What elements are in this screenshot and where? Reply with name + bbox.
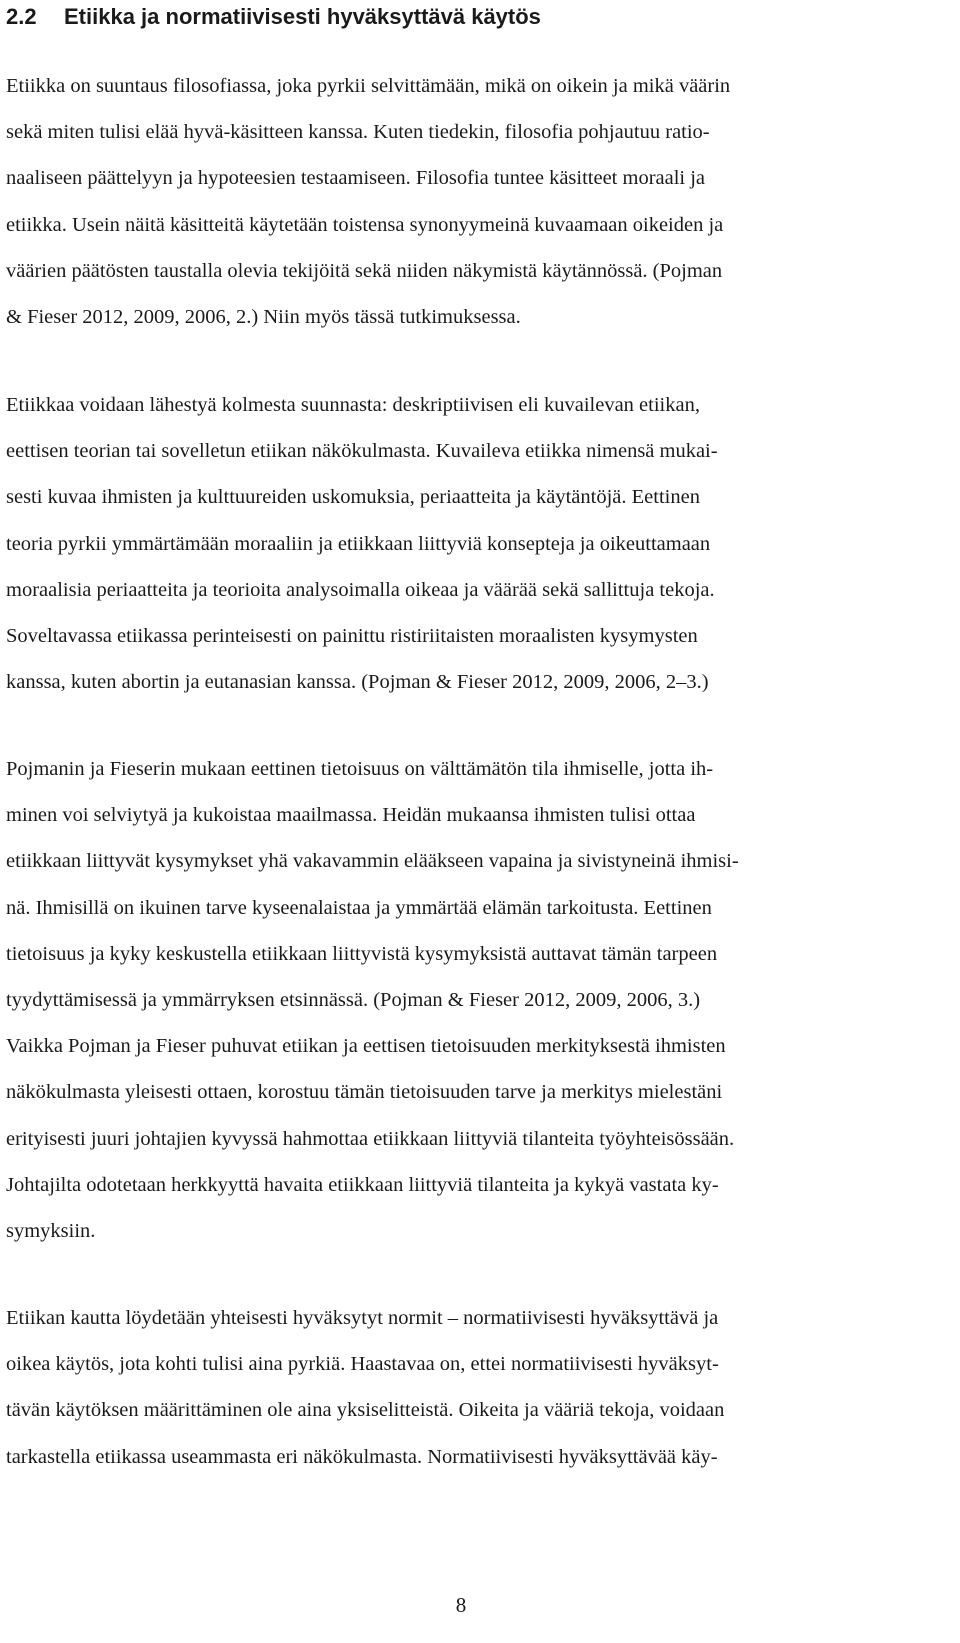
paragraph-3 <box>6 746 739 1254</box>
text-line: etiikka. Usein näitä käsitteitä käytetään toistensa synonyymeinä kuvaamaan oikeiden ja <box>6 213 724 236</box>
text-line: Vaikka Pojman ja Fieser puhuvat etiikan ja eettisen tietoisuuden merkityksestä ihmisten <box>6 1035 726 1058</box>
text-line: Etiikkaa voidaan lähestyä kolmesta suunnasta: deskriptiivisen eli kuvailevan etiikan, <box>6 394 700 416</box>
text-line: erityisesti juuri johtajien kyvyssä hahmottaa etiikkaan liittyviä tilanteita työyhteisössään. <box>6 1127 735 1150</box>
section-title: Etiikka ja normatiivisesti hyväksyttävä käytös <box>64 4 541 29</box>
text-line: minen voi selviytyä ja kukoistaa maailmassa. Heidän mukaansa ihmisten tulisi ottaa <box>6 804 696 827</box>
text-line: kanssa, kuten abortin ja eutanasian kanssa. (Pojman & Fieser 2012, 2009, 2006, 2–3.) <box>6 671 709 694</box>
text-line: näkökulmasta yleisesti ottaen, korostuu tämän tietoisuuden tarve ja merkitys mielestäni <box>6 1081 723 1104</box>
text-line: oikea käytös, jota kohti tulisi aina pyrkiä. Haastavaa on, ettei normatiivisesti hyväksyt- <box>6 1353 719 1376</box>
paragraph-2 <box>6 382 718 705</box>
text-line: eettisen teorian tai sovelletun etiikan näkökulmasta. Kuvaileva etiikka nimensä mukai- <box>6 440 718 463</box>
text-line: sesti kuvaa ihmisten ja kulttuureiden uskomuksia, periaatteita ja käytäntöjä. Eettinen <box>6 486 700 509</box>
text-line: väärien päätösten taustalla olevia tekijöitä sekä niiden näkymistä käytännössä. (Pojman <box>6 259 723 282</box>
text-line: & Fieser 2012, 2009, 2006, 2.) Niin myös tässä tutkimuksessa. <box>6 306 521 329</box>
text-line: naaliseen päättelyyn ja hypoteesien testaamiseen. Filosofia tuntee käsitteet moraali ja <box>6 167 706 190</box>
text-line: Etiikan kautta löydetään yhteisesti hyväksytyt normit – normatiivisesti hyväksyttävä ja <box>6 1307 719 1329</box>
section-number: 2.2 <box>6 4 37 29</box>
page-number: 8 <box>455 1593 467 1617</box>
document-page <box>6 0 920 1468</box>
text-line: Soveltavassa etiikassa perinteisesti on painittu ristiriitaisten moraalisten kysymysten <box>6 625 698 648</box>
section-heading <box>6 0 920 32</box>
text-line: teoria pyrkii ymmärtämään moraaliin ja etiikkaan liittyviä konsepteja ja oikeuttamaan <box>6 532 711 555</box>
text-line: tävän käytöksen määrittäminen ole aina yksiselitteistä. Oikeita ja vääriä tekoja, voidaan <box>6 1399 725 1422</box>
text-line: sekä miten tulisi elää hyvä-käsitteen kanssa. Kuten tiedekin, filosofia pohjautuu ratio- <box>6 121 710 144</box>
text-line: tietoisuus ja kyky keskustella etiikkaan liittyvistä kysymyksistä auttavat tämän tarpeen <box>6 942 718 965</box>
text-line: tarkastella etiikassa useammasta eri näkökulmasta. Normatiivisesti hyväksyttävää käy- <box>6 1445 718 1468</box>
text-line: Etiikka on suuntaus filosofiassa, joka pyrkii selvittämään, mikä on oikein ja mikä väärin <box>6 75 731 97</box>
paragraph-4 <box>6 1295 724 1480</box>
text-line: Johtajilta odotetaan herkkyyttä havaita etiikkaan liittyviä tilanteita ja kykyä vastata ky- <box>6 1173 719 1196</box>
text-line: etiikkaan liittyvät kysymykset yhä vakavammin elääkseen vapaina ja sivistyneinä ihmisi- <box>6 850 739 873</box>
text-line: tyydyttämisessä ja ymmärryksen etsinnässä. (Pojman & Fieser 2012, 2009, 2006, 3.) <box>6 989 701 1012</box>
text-line: symyksiin. <box>6 1220 96 1243</box>
text-line: moraalisia periaatteita ja teorioita analysoimalla oikeaa ja väärää sekä sallittuja tekoja. <box>6 578 715 601</box>
text-line: nä. Ihmisillä on ikuinen tarve kyseenalaistaa ja ymmärtää elämän tarkoitusta. Eettinen <box>6 896 712 919</box>
paragraph-1 <box>6 63 730 340</box>
text-line: Pojmanin ja Fieserin mukaan eettinen tietoisuus on välttämätön tila ihmiselle, jotta ih- <box>6 758 714 780</box>
